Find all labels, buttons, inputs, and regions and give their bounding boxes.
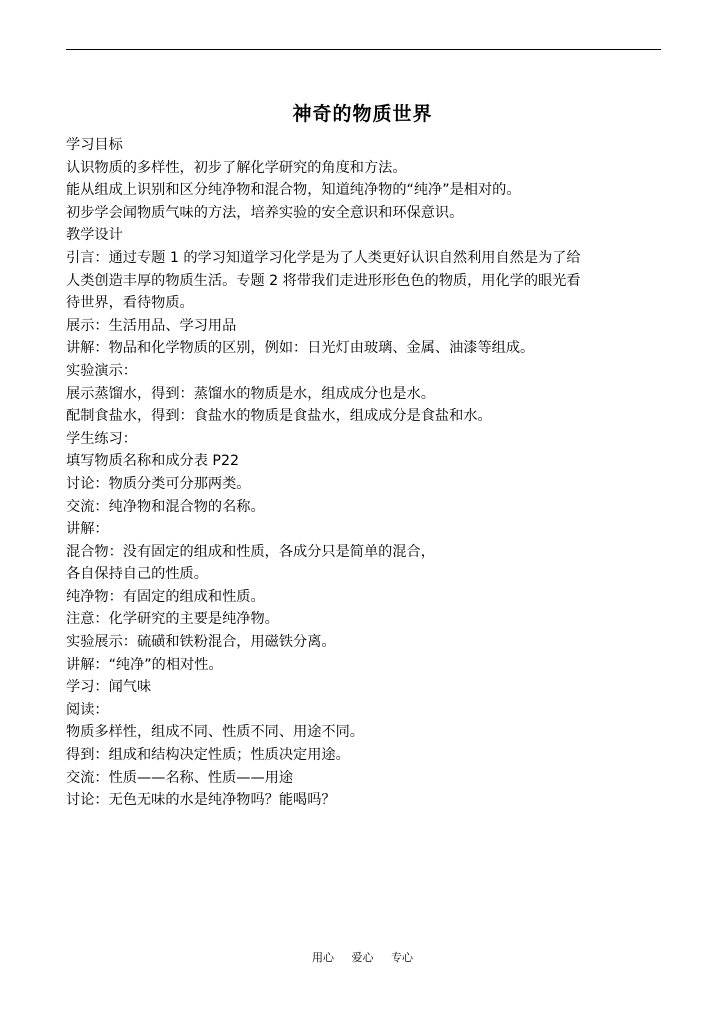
page-footer: 用心 爱心 专心: [312, 951, 413, 964]
body-line: 实验展示：硫磺和铁粉混合，用磁铁分离。: [66, 634, 336, 651]
body-line: 各自保持自己的性质。: [66, 566, 208, 583]
body-line: 讲解：物品和化学物质的区别，例如：日光灯由玻璃、金属、油漆等组成。: [66, 340, 535, 357]
body-line: 待世界，看待物质。: [66, 295, 194, 312]
body-line: 初步学会闻物质气味的方法，培养实验的安全意识和环保意识。: [66, 204, 464, 221]
body-line: 人类创造丰厚的物质生活。专题 2 将带我们走进形形色色的物质，用化学的眼光看: [66, 272, 581, 289]
body-line: 展示：生活用品、学习用品: [66, 317, 237, 334]
body-line: 学习目标: [66, 137, 123, 153]
body-line: 交流：纯净物和混合物的名称。: [66, 498, 265, 515]
body-line: 交流：性质——名称、性质——用途: [66, 769, 294, 786]
body-line: 注意：化学研究的主要是纯净物。: [66, 611, 279, 628]
document-title: 神奇的物质世界: [292, 103, 433, 125]
body-line: 得到：组成和结构决定性质；性质决定用途。: [66, 747, 350, 764]
body-line: 纯净物：有固定的组成和性质。: [66, 588, 265, 605]
body-line: 能从组成上识别和区分纯净物和混合物，知道纯净物的“纯净”是相对的。: [66, 182, 521, 199]
body-line: 阅读：: [66, 701, 109, 718]
body-line: 学生练习：: [66, 430, 137, 447]
body-line: 引言：通过专题 1 的学习知道学习化学是为了人类更好认识自然利用自然是为了给: [66, 249, 581, 266]
body-line: 混合物：没有固定的组成和性质，各成分只是简单的混合，: [66, 543, 435, 560]
body-line: 教学设计: [66, 227, 123, 244]
body-line: 认识物质的多样性，初步了解化学研究的角度和方法。: [66, 159, 407, 176]
body-line: 学习：闻气味: [66, 679, 152, 696]
body-line: 讲解：“纯净”的相对性。: [66, 656, 223, 673]
body-line: 讨论：无色无味的水是纯净物吗？能喝吗？: [66, 792, 336, 809]
body-line: 讨论：物质分类可分那两类。: [66, 475, 251, 492]
body-line: 配制食盐水，得到：食盐水的物质是食盐水，组成成分是食盐和水。: [66, 408, 492, 425]
body-line: 填写物质名称和成分表 P22: [66, 453, 239, 470]
body-line: 讲解：: [66, 521, 109, 538]
body-line: 物质多样性，组成不同、性质不同、用途不同。: [66, 724, 364, 741]
body-line: 展示蒸馏水，得到：蒸馏水的物质是水，组成成分也是水。: [66, 385, 435, 402]
body-line: 实验演示：: [66, 362, 137, 379]
document-body: [66, 134, 662, 812]
header-rule: [66, 49, 661, 50]
